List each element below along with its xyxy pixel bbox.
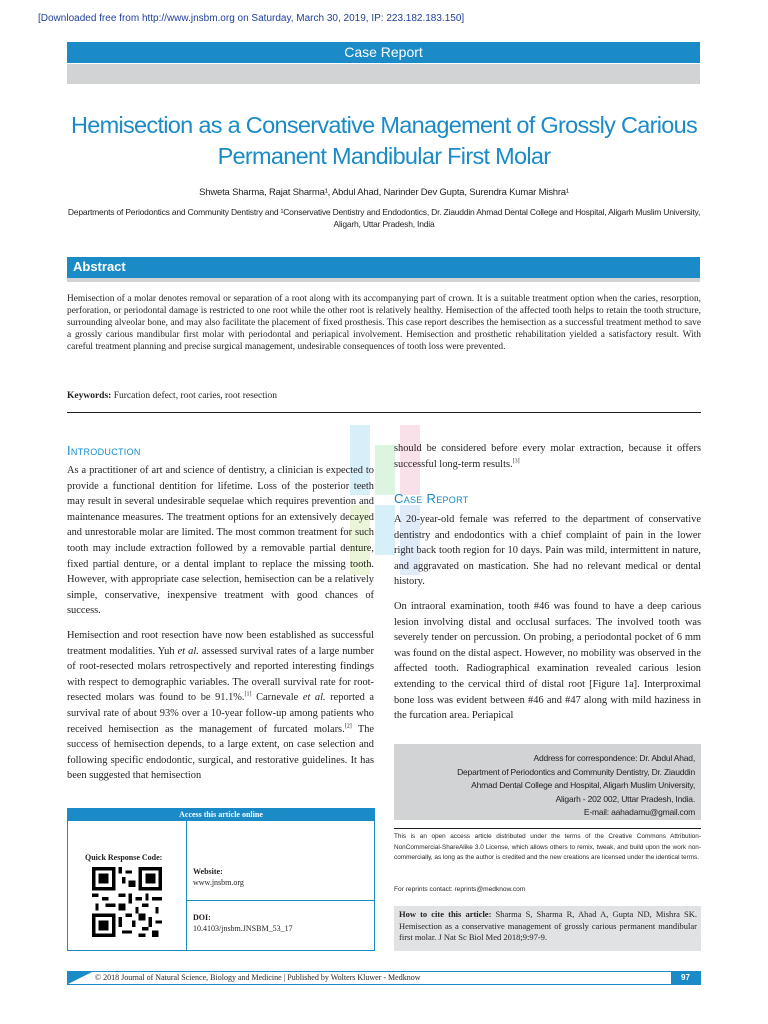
doi-link[interactable]: 10.4103/jnsbm.JNSBM_53_17 [193,924,293,933]
abstract-heading: Abstract [73,259,126,274]
license-text: This is an open access article distributed under the terms of the Creative Commons Attribution-NonCommercial-ShareAlike 3.0 License, which allows others to remix, tweak, and build upon the work non-commercially, as long as the author is credited and the new creations are licensed under the identical terms. [394,833,701,861]
article-type-banner: Case Report [67,42,700,63]
keywords [67,391,277,401]
citation-label: How to cite this article: [399,909,492,919]
introduction-heading: Introduction [67,443,141,458]
case-report-paragraph-1: A 20-year-old female was referred to the department of conservative dentistry and endodontics with a chief complaint of pain in the lower right back tooth region for 10 days. Pain was mild, intermittent in nature, and aggravated on mastication. She had no relevant medical or dental history. [394,514,701,588]
qr-code-label: Quick Response Code: [85,853,163,862]
doi-label: DOI: [193,913,211,922]
author-affiliation: Departments of Periodontics and Community Dentistry and ¹Conservative Dentistry and Endodontics, Dr. Ziauddin Ahmad Dental College and Hospital, Aligarh Muslim University, Aligarh, Uttar Pradesh, India [67,207,701,229]
case-report-body [394,512,701,733]
abstract-text: Hemisection of a molar denotes removal or separation of a root along with its accompanying part of crown. It is a suitable treatment option when the caries, resorption, perforation, or periodontal damage is restricted to one root while the other root is relatively healthy. Hemisection of the affected tooth helps to retain the tooth structure, surrounding alveolar bone, and may also facilitate the placement of fixed prosthesis. This case report describes the hemisection as a successful treatment method to save a grossly carious mandibular first molar with periodontal and periapical involvement. Hemisection and prosthetic rehabilitation yielded a satisfactory result. With careful treatment planning and precise surgical management, undesirable consequences of tooth loss were prevented. [67,294,701,353]
citation-ref[interactable]: [3] [512,458,520,465]
page-number: 97 [671,972,700,984]
citation-text: How to cite this article: Sharma S, Sharma R, Ahad A, Gupta ND, Mishra SK. Hemisection as a conservative management of grossly carious permanent mandibular first molar. J Nat Sc Biol Med 2018;9:97-9. [399,909,698,943]
website-label: Website: [193,867,223,876]
license-divider [394,828,701,829]
access-box-divider [186,821,187,951]
banner-gray-strip [67,64,700,84]
section-divider [67,412,701,413]
case-report-heading: Case Report [394,491,469,506]
introduction-paragraph-2: Hemisection and root resection have now been established as successful treatment modalities. Yuh et al. assessed survival rates of a large number of root-resected molars retrospectively and reported interesting findings with respect to demographic variables. The overall survival rate for root-resected molars was found to be 91.1%.[1] Carnevale et al. reported a survival rate of about 93% over a 10-year follow-up among patients who received hemisection as the management of furcated molars.[2] The success of hemisection depends, to a large extent, on case selection and following specific endodontic, surgical, and restorative guidelines. It has been suggested that hemisection [67,629,374,782]
case-report-paragraph-2: On intraoral examination, tooth #46 was found to have a deep carious lesion involving distal and occlusal surfaces. The involved tooth was severely tender on percussion. On probing, a periodontal pocket of 6 mm was found on the distal aspect. However, no mobility was observed in the affected tooth. Radiographical examination revealed carious lesion extending to the cervical third of distal root [Figure 1a]. Interproximal bone loss was evident between #46 and #47 along with mild haziness in the furcation area. Periapical [394,600,701,722]
introduction-paragraph-1: As a practitioner of art and science of dentistry, a clinician is expected to provide a functional dentition for lifetime. Loss of the posterior teeth may result in several undesirable sequelae which requires prevention and maintenance measures. The treatment options for an extensively decayed and unrestorable molar are limited. The most common treatment for such tooth may include extraction followed by a removable partial denture, fixed partial denture, or a dental implant to replace the missing tooth. However, with appropriate case selection, hemisection can be a relatively simple, conservative, inexpensive treatment with good chances of success. [67,465,374,617]
article-title: Hemisection as a Conservative Management of Grossly Carious Permanent Mandibular First Molar [70,112,698,169]
citation-ref[interactable]: [1] [244,691,252,698]
citation-ref[interactable]: [2] [344,723,352,730]
website-link[interactable]: www.jnsbm.org [193,878,244,887]
continued-paragraph: should be considered before every molar extraction, because it offers successful long-term results.[3] [394,443,701,470]
keywords-text: Furcation defect, root caries, root resection [111,391,277,401]
footer-accent [68,972,92,984]
abstract-gray-strip [67,278,700,282]
access-box-heading: Access this article online [67,808,375,821]
reprints-contact[interactable]: For reprints contact: reprints@medknow.com [394,886,526,893]
abstract-header-bar [67,257,700,278]
keywords-label: Keywords: [67,391,112,401]
introduction-body [67,463,374,793]
qr-code-icon[interactable] [92,867,162,937]
right-column-continuation [394,441,701,481]
author-list: Shweta Sharma, Rajat Sharma¹, Abdul Ahad, Narinder Dev Gupta, Surendra Kumar Mishra¹ [199,187,569,198]
correspondence-email[interactable]: E-mail: aahadamu@gmail.com [583,807,695,817]
correspondence-address: Address for correspondence: Dr. Abdul Ahad, Department of Periodontics and Community Dentistry, Dr. Ziauddin Ahmad Dental College and Hospital, Aligarh Muslim University, Aligarh - 202 002, Uttar Pradesh, India. E-mail: aahadamu@gmail.com [400,752,695,820]
access-box-row-divider [186,900,375,901]
footer-copyright: © 2018 Journal of Natural Science, Biology and Medicine | Published by Wolters Kluwer - Medknow [95,973,421,982]
download-note[interactable]: [Downloaded free from http://www.jnsbm.org on Saturday, March 30, 2019, IP: 223.182.183.150] [38,13,465,24]
